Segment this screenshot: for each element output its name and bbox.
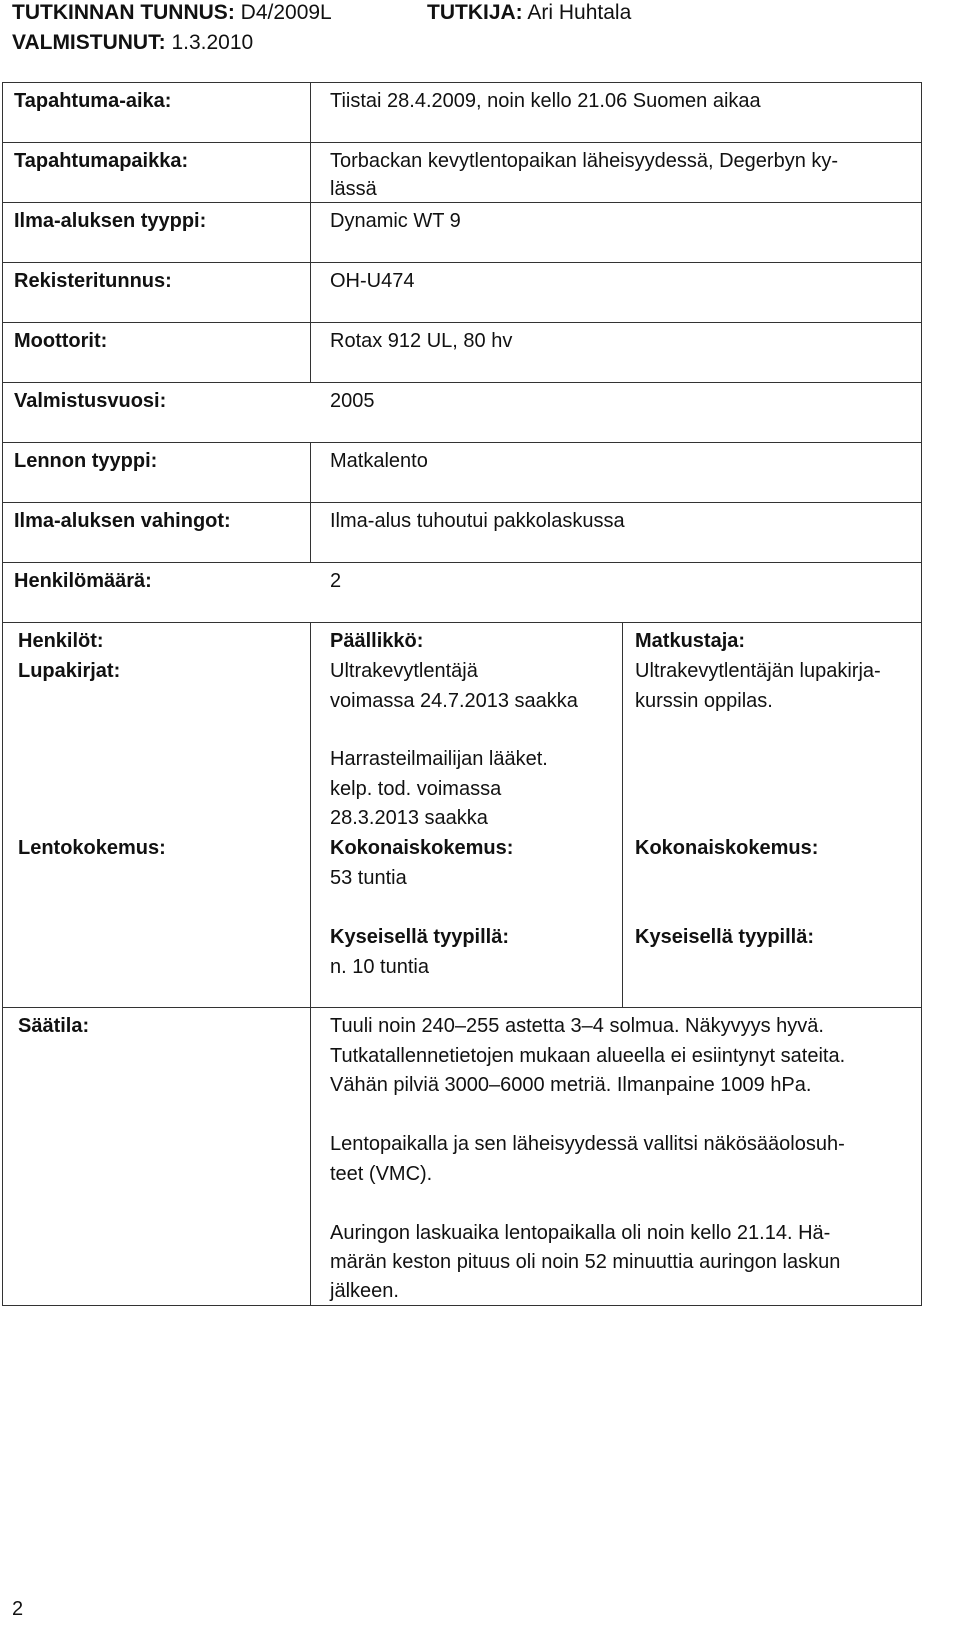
weather-label: Säätila: <box>18 1015 90 1037</box>
pic-type-experience-value: n. 10 tuntia <box>330 956 429 978</box>
aircraft-type-label: Ilma-aluksen tyyppi: <box>14 210 207 232</box>
registration-label: Rekisteritunnus: <box>14 270 172 292</box>
weather-line1: Tuuli noin 240–255 astetta 3–4 solmua. Näkyvyys hyvä. <box>330 1015 824 1037</box>
event-time-value: Tiistai 28.4.2009, noin kello 21.06 Suomen aikaa <box>330 90 761 112</box>
page-number: 2 <box>12 1598 24 1620</box>
flight-type-value: Matkalento <box>330 450 428 472</box>
report-id-value: D4/2009L <box>240 1 332 24</box>
weather-line8: jälkeen. <box>330 1280 399 1302</box>
investigator <box>427 1 631 25</box>
aircraft-type-value: Dynamic WT 9 <box>330 210 461 232</box>
weather-line2: Tutkatallennetietojen mukaan alueella ei esiintynyt sateita. <box>330 1045 846 1067</box>
passenger-header: Matkustaja: <box>635 630 746 652</box>
investigator-value: Ari Huhtala <box>527 1 632 24</box>
weather-line4: Lentopaikalla ja sen läheisyydessä vallitsi näkösääolosuh- <box>330 1133 845 1155</box>
persons-count-label: Henkilömäärä: <box>14 570 152 592</box>
pic-license-line1: Ultrakevytlentäjä <box>330 660 478 682</box>
pic-total-experience-label: Kokonaiskokemus: <box>330 837 514 859</box>
event-time-label: Tapahtuma-aika: <box>14 90 172 112</box>
persons-label: Henkilöt: <box>18 630 104 652</box>
flight-type-label: Lennon tyyppi: <box>14 450 158 472</box>
passenger-total-experience-label: Kokonaiskokemus: <box>635 837 819 859</box>
investigator-label: TUTKIJA: <box>427 1 523 24</box>
event-place-value-line2: lässä <box>330 178 377 200</box>
completed-date <box>12 31 253 55</box>
completed-label: VALMISTUNUT: <box>12 31 166 54</box>
aircraft-damage-label: Ilma-aluksen vahingot: <box>14 510 231 532</box>
weather-line7: märän keston pituus oli noin 52 minuuttia auringon laskun <box>330 1251 841 1273</box>
licenses-label: Lupakirjat: <box>18 660 121 682</box>
flight-experience-label: Lentokokemus: <box>18 837 166 859</box>
completed-value: 1.3.2010 <box>171 31 254 54</box>
passenger-type-experience-label: Kyseisellä tyypillä: <box>635 926 814 948</box>
pic-medical-line2: kelp. tod. voimassa <box>330 778 502 800</box>
weather-line3: Vähän pilviä 3000–6000 metriä. Ilmanpaine 1009 hPa. <box>330 1074 812 1096</box>
engines-value: Rotax 912 UL, 80 hv <box>330 330 513 352</box>
pic-license-line2: voimassa 24.7.2013 saakka <box>330 690 578 712</box>
aircraft-damage-value: Ilma-alus tuhoutui pakkolaskussa <box>330 510 625 532</box>
manufacture-year-label: Valmistusvuosi: <box>14 390 167 412</box>
manufacture-year-value: 2005 <box>330 390 375 412</box>
report-id-label: TUTKINNAN TUNNUS: <box>12 1 235 24</box>
passenger-license-line2: kurssin oppilas. <box>635 690 773 712</box>
weather-line6: Auringon laskuaika lentopaikalla oli noin kello 21.14. Hä- <box>330 1222 831 1244</box>
weather-line5: teet (VMC). <box>330 1163 433 1185</box>
report-id <box>12 1 332 25</box>
pic-type-experience-label: Kyseisellä tyypillä: <box>330 926 509 948</box>
pic-total-experience-value: 53 tuntia <box>330 867 407 889</box>
event-place-label: Tapahtumapaikka: <box>14 150 189 172</box>
persons-count-value: 2 <box>330 570 342 592</box>
pic-medical-line3: 28.3.2013 saakka <box>330 807 488 829</box>
passenger-license-line1: Ultrakevytlentäjän lupakirja- <box>635 660 881 682</box>
pic-header: Päällikkö: <box>330 630 424 652</box>
pic-medical-line1: Harrasteilmailijan lääket. <box>330 748 548 770</box>
registration-value: OH-U474 <box>330 270 415 292</box>
event-place-value-line1: Torbackan kevytlentopaikan läheisyydessä, Degerbyn ky- <box>330 150 839 172</box>
engines-label: Moottorit: <box>14 330 108 352</box>
